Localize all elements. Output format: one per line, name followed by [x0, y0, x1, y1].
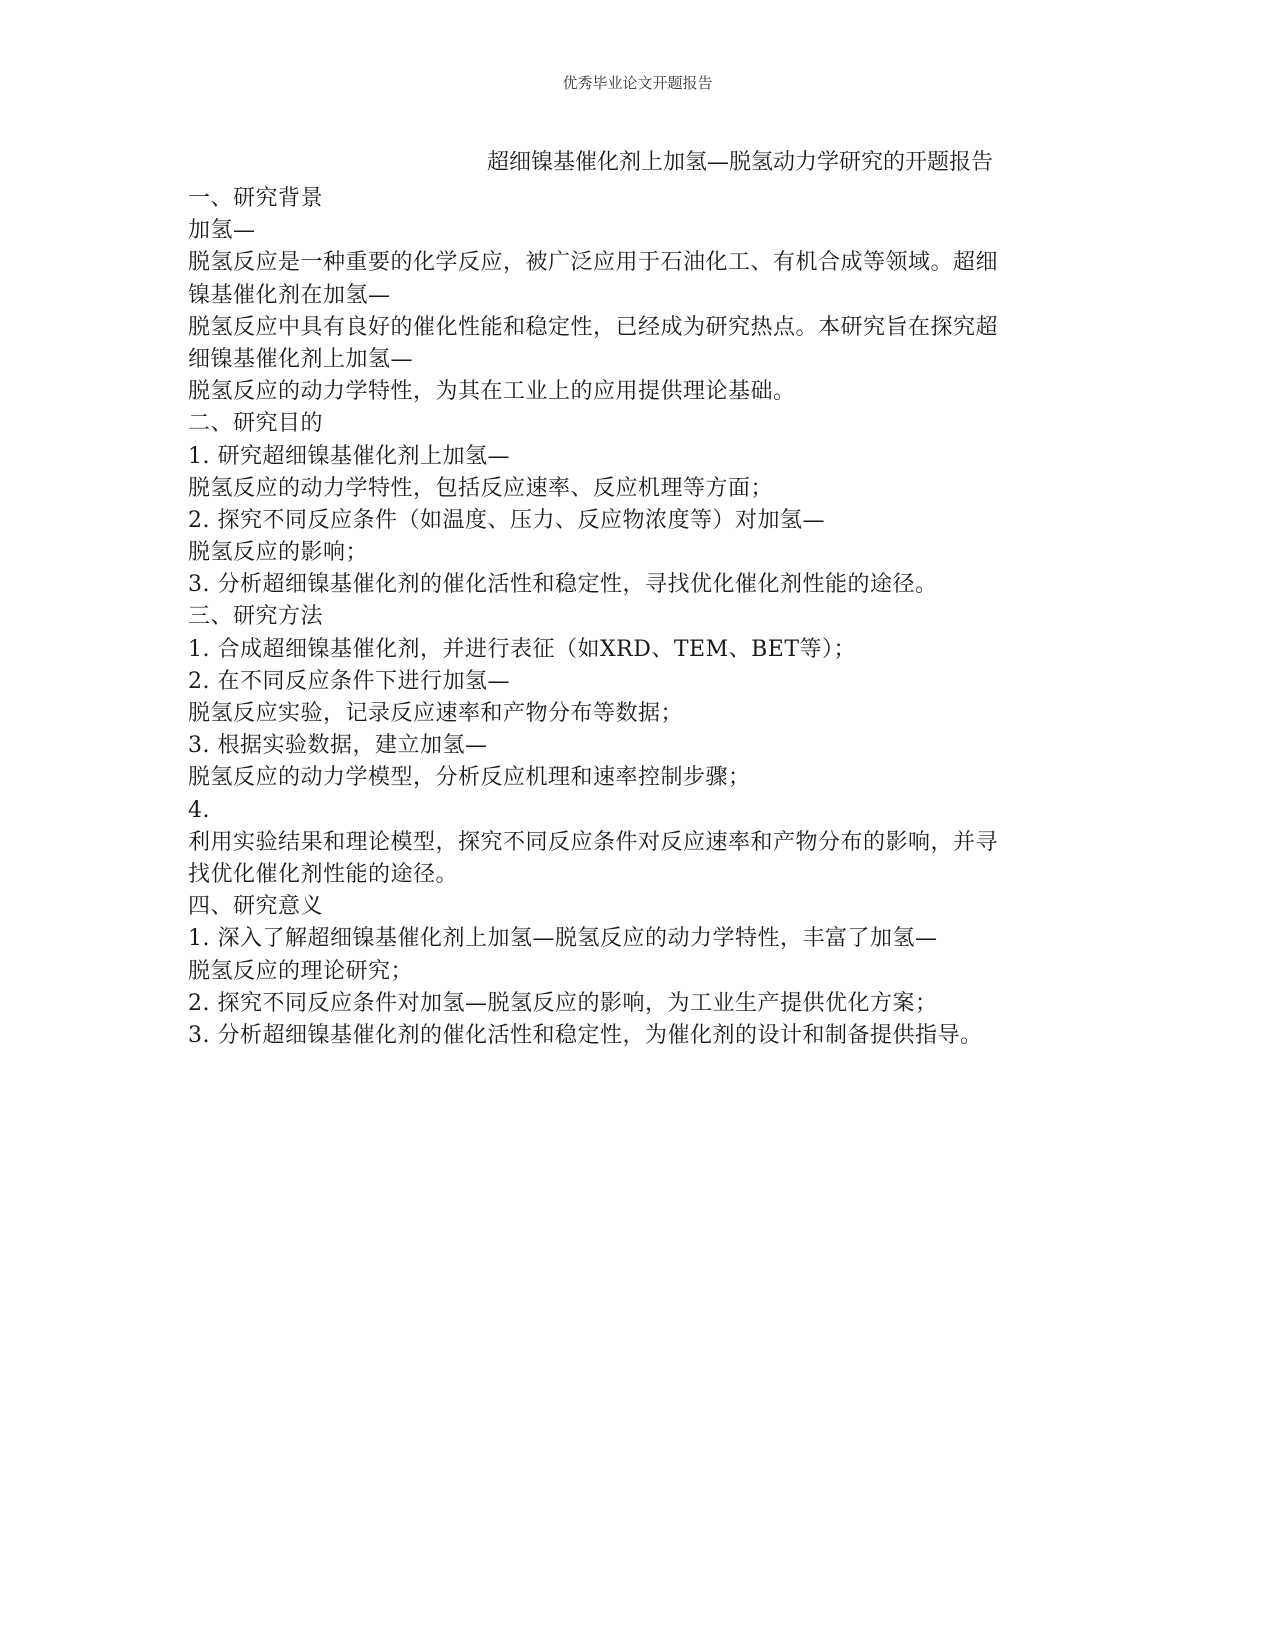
list-item: 2. 在不同反应条件下进行加氢—: [188, 668, 510, 694]
document-body: [188, 183, 1088, 1052]
paragraph-line: 脱氢反应是一种重要的化学反应，被广泛应用于石油化工、有机合成等领域。超细: [188, 250, 999, 276]
paragraph-line: 脱氢反应中具有良好的催化性能和稳定性，已经成为研究热点。本研究旨在探究超: [188, 314, 999, 340]
list-item: 脱氢反应的影响；: [188, 540, 369, 566]
list-item: 利用实验结果和理论模型，探究不同反应条件对反应速率和产物分布的影响，并寻: [188, 829, 999, 855]
list-item: 3. 根据实验数据，建立加氢—: [188, 733, 488, 759]
list-item: 4.: [188, 797, 210, 823]
paragraph-line: 脱氢反应的动力学特性，为其在工业上的应用提供理论基础。: [188, 379, 796, 405]
document-title: 超细镍基催化剂上加氢—脱氢动力学研究的开题报告: [487, 150, 994, 175]
list-item: 3. 分析超细镍基催化剂的催化活性和稳定性，寻找优化催化剂性能的途径。: [188, 572, 938, 598]
section-heading-background: 一、研究背景: [188, 186, 324, 211]
list-item: 找优化催化剂性能的途径。: [188, 861, 459, 887]
list-item: 2. 探究不同反应条件对加氢—脱氢反应的影响，为工业生产提供优化方案；: [188, 990, 938, 1016]
paragraph-line: 细镍基催化剂上加氢—: [188, 346, 414, 372]
list-item: 脱氢反应实验，记录反应速率和产物分布等数据；: [188, 701, 684, 726]
list-item: 1. 合成超细镍基催化剂，并进行表征（如XRD、TEM、BET等）；: [188, 636, 857, 662]
list-item: 2. 探究不同反应条件（如温度、压力、反应物浓度等）对加氢—: [188, 507, 825, 533]
section-heading-significance: 四、研究意义: [188, 894, 324, 920]
list-item: 脱氢反应的动力学模型，分析反应机理和速率控制步骤；: [188, 765, 751, 791]
page-header: 优秀毕业论文开题报告: [562, 74, 713, 92]
list-item: 3. 分析超细镍基催化剂的催化活性和稳定性，为催化剂的设计和制备提供指导。: [188, 1022, 983, 1048]
paragraph-line: 加氢—: [188, 218, 256, 244]
section-heading-methods: 三、研究方法: [188, 604, 324, 630]
list-item: 1. 研究超细镍基催化剂上加氢—: [188, 443, 510, 469]
list-item: 1. 深入了解超细镍基催化剂上加氢—脱氢反应的动力学特性，丰富了加氢—: [188, 926, 938, 952]
list-item: 脱氢反应的动力学特性，包括反应速率、反应机理等方面；: [188, 475, 774, 501]
section-heading-purpose: 二、研究目的: [188, 411, 324, 437]
paragraph-line: 镍基催化剂在加氢—: [188, 282, 391, 308]
list-item: 脱氢反应的理论研究；: [188, 958, 414, 984]
